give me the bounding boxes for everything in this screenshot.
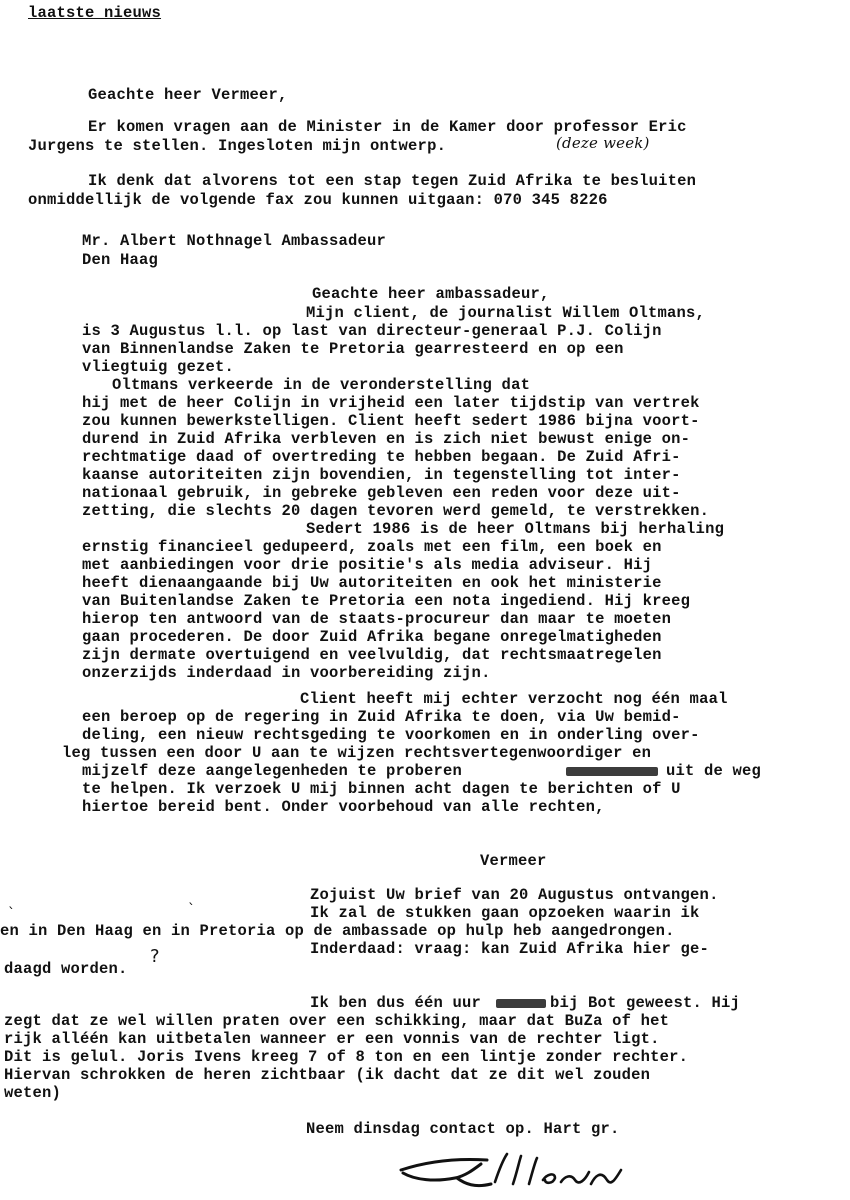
closing-line: weten) <box>4 1084 62 1102</box>
closing-line: Ik ben dus één uur <box>310 994 482 1012</box>
letter-body-line: onzerzijds inderdaad in voorbereiding zijn. <box>82 664 491 682</box>
closing-line: en in Den Haag en in Pretoria op de ambassade op hulp heb aangedrongen. <box>0 922 675 940</box>
letter-body-line: ernstig financieel gedupeerd, zoals met een film, een boek en <box>82 538 662 556</box>
closing-line: Zojuist Uw brief van 20 Augustus ontvangen. <box>310 886 719 904</box>
closing-line: bij Bot geweest. Hij <box>550 994 741 1012</box>
letter-body-line: heeft dienaangaande bij Uw autoriteiten en ook het ministerie <box>82 574 662 592</box>
closing-line: Dit is gelul. Joris Ivens kreeg 7 of 8 ton en een lintje zonder rechter. <box>4 1048 689 1066</box>
letter-body-line: durend in Zuid Afrika verbleven en is zich niet bewust enige on- <box>82 430 691 448</box>
letter-body-line: gaan procederen. De door Zuid Afrika begane onregelmatigheden <box>82 628 662 646</box>
handwritten-tick-mark: ˋ <box>188 902 196 918</box>
closing-line: Hiervan schrokken de heren zichtbaar (ik dacht dat ze dit wel zouden <box>4 1066 651 1084</box>
address-line-2: Den Haag <box>82 251 159 269</box>
letter-body-line: is 3 Augustus l.l. op last van directeur-generaal P.J. Colijn <box>82 322 662 340</box>
closing-line: Ik zal de stukken gaan opzoeken waarin ik <box>310 904 700 922</box>
letter-body-line: van Binnenlandse Zaken te Pretoria gearresteerd en op een <box>82 340 624 358</box>
letter-body-line: vliegtuig gezet. <box>82 358 235 376</box>
closing-line: daagd worden. <box>4 960 128 978</box>
letter-body-line: zijn dermate overtuigend en veelvuldig, dat rechtsmaatregelen <box>82 646 662 664</box>
paragraph-2-line-1: Ik denk dat alvorens tot een stap tegen Zuid Afrika te besluiten <box>88 172 697 190</box>
letter-body-line: van Buitenlandse Zaken te Pretoria een nota ingediend. Hij kreeg <box>82 592 691 610</box>
greeting: Geachte heer Vermeer, <box>88 86 288 104</box>
handwritten-signature <box>395 1140 635 1200</box>
closing-line: Inderdaad: vraag: kan Zuid Afrika hier ge- <box>310 940 710 958</box>
handwritten-note: (deze week) <box>556 134 650 152</box>
address-line-1: Mr. Albert Nothnagel Ambassadeur <box>82 232 387 250</box>
letter-body-line: rechtmatige daad of overtreding te hebben begaan. De Zuid Afri- <box>82 448 681 466</box>
letter-body-line: zetting, die slechts 20 dagen tevoren werd gemeld, te verstrekken. <box>82 502 710 520</box>
closing-line: rijk alléén kan uitbetalen wanneer er een vonnis van de rechter ligt. <box>4 1030 660 1048</box>
letter-body-line: te helpen. Ik verzoek U mij binnen acht dagen te berichten of U <box>82 780 681 798</box>
closing-line: zegt dat ze wel willen praten over een schikking, maar dat BuZa of het <box>4 1012 670 1030</box>
struck-out-word <box>496 999 546 1008</box>
letter-body-line: Sedert 1986 is de heer Oltmans bij herhaling <box>306 520 725 538</box>
letter-signoff: Vermeer <box>480 852 547 870</box>
letter-body-line: deling, een nieuw rechtsgeding te voorkomen en in onderling over- <box>82 726 700 744</box>
final-line: Neem dinsdag contact op. Hart gr. <box>306 1120 620 1138</box>
letter-body-line: hiertoe bereid bent. Onder voorbehoud van alle rechten, <box>82 798 605 816</box>
letter-body-line: kaanse autoriteiten zijn bovendien, in tegenstelling tot inter- <box>82 466 681 484</box>
handwritten-tick-mark: ˋ <box>8 906 16 922</box>
letter-body-line: nationaal gebruik, in gebreke gebleven een reden voor deze uit- <box>82 484 681 502</box>
letter-body-line: een beroep op de regering in Zuid Afrika te doen, via Uw bemid- <box>82 708 681 726</box>
paragraph-1-line-1: Er komen vragen aan de Minister in de Kamer door professor Eric <box>88 118 687 136</box>
document-header: laatste nieuws <box>28 4 162 22</box>
letter-body-line: Oltmans verkeerde in de veronderstelling dat <box>112 376 531 394</box>
struck-out-word <box>566 767 658 776</box>
paragraph-1-line-2: Jurgens te stellen. Ingesloten mijn ontwerp. <box>28 137 447 155</box>
letter-body-line: leg tussen een door U aan te wijzen rechtsvertegenwoordiger en <box>62 744 652 762</box>
letter-body-line: Client heeft mij echter verzocht nog één maal <box>300 690 728 708</box>
letter-body-line: mijzelf deze aangelegenheden te proberen <box>82 762 463 780</box>
letter-body-line: hierop ten antwoord van de staats-procureur dan maar te moeten <box>82 610 672 628</box>
paragraph-2-line-2: onmiddellijk de volgende fax zou kunnen uitgaan: 070 345 8226 <box>28 191 608 209</box>
letter-body-line: hij met de heer Colijn in vrijheid een later tijdstip van vertrek <box>82 394 700 412</box>
letter-body-line: uit de weg <box>666 762 762 780</box>
letter-body-line: Mijn client, de journalist Willem Oltmans, <box>306 304 706 322</box>
letter-body-line: zou kunnen bewerkstelligen. Client heeft sedert 1986 bijna voort- <box>82 412 700 430</box>
handwritten-question-mark: ? <box>150 946 160 967</box>
letter-body-line: met aanbiedingen voor drie positie's als media adviseur. Hij <box>82 556 653 574</box>
letter-greeting: Geachte heer ambassadeur, <box>312 285 550 303</box>
